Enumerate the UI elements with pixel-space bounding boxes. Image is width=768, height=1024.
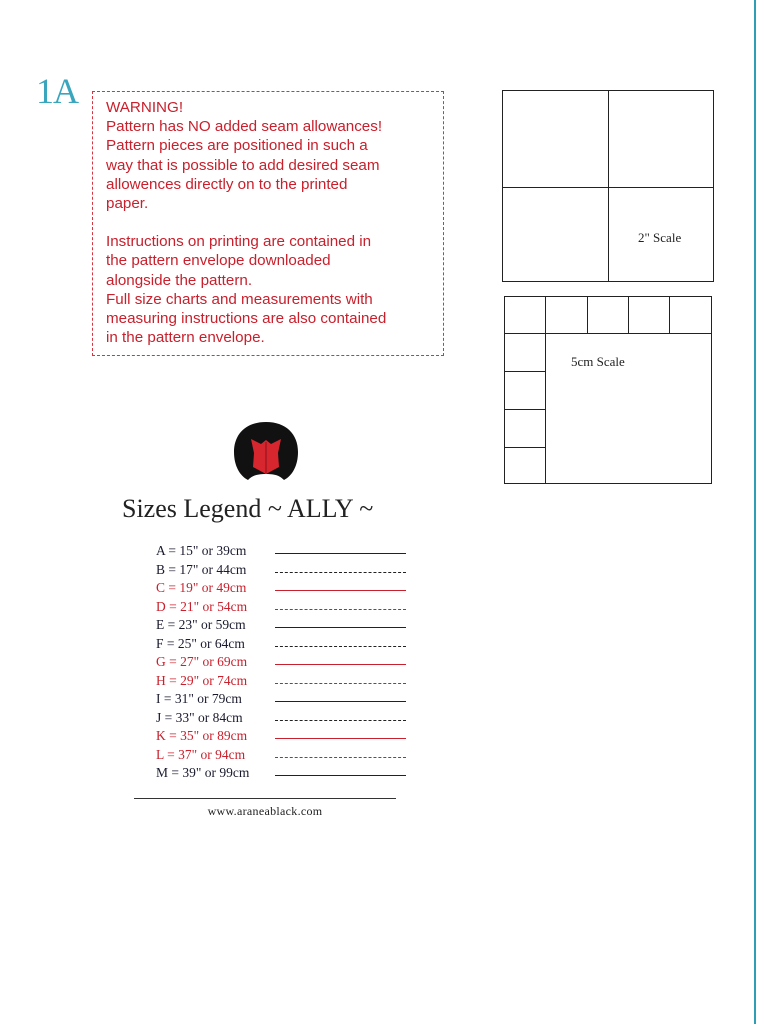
size-legend-row xyxy=(156,690,416,709)
size-label: H = 29" or 74cm xyxy=(156,672,248,688)
size-label: I = 31" or 79cm xyxy=(156,691,242,706)
size-legend-row xyxy=(156,579,416,598)
cm-scale-cell xyxy=(669,296,712,334)
size-label: B = 17" or 44cm xyxy=(156,561,247,577)
warning-paragraph-2: Instructions on printing are contained in the pattern envelope downloaded alongside the pattern. Full size charts and measurements with measuring instructions are also contained in the pattern envelope. xyxy=(106,233,387,347)
size-line-sample xyxy=(275,683,406,684)
website-url: www.araneablack.com xyxy=(207,804,323,818)
size-line-sample xyxy=(275,775,406,776)
inch-scale-divider-horizontal xyxy=(503,187,713,188)
size-legend-row xyxy=(156,635,416,654)
page-id: 1A xyxy=(36,71,78,111)
size-legend-row xyxy=(156,616,416,635)
cm-scale-cell xyxy=(504,296,546,334)
size-line-sample xyxy=(275,757,406,758)
corset-logo-icon xyxy=(234,420,298,482)
size-label: C = 19" or 49cm xyxy=(156,580,247,595)
size-line-sample xyxy=(275,609,406,610)
cm-scale-cell xyxy=(545,296,588,334)
cm-scale-box xyxy=(504,296,712,484)
size-legend-row xyxy=(156,561,416,580)
size-legend-row xyxy=(156,764,416,783)
cm-scale-cell xyxy=(587,296,629,334)
cm-scale-cell xyxy=(504,371,546,410)
warning-spacer xyxy=(106,213,433,232)
cm-scale-cell xyxy=(628,296,670,334)
size-line-sample xyxy=(275,664,406,665)
inch-scale-divider-vertical xyxy=(608,91,609,281)
size-line-sample xyxy=(275,701,406,702)
cm-scale-cell xyxy=(504,333,546,372)
size-legend-row xyxy=(156,746,416,765)
cm-scale-cell xyxy=(504,447,546,484)
size-label: A = 15" or 39cm xyxy=(156,543,247,558)
warning-heading: WARNING! xyxy=(106,99,184,116)
sizes-legend-title: Sizes Legend ~ ALLY ~ xyxy=(122,494,374,523)
footer-rule xyxy=(134,798,396,799)
size-line-sample xyxy=(275,720,406,721)
cm-scale-cell xyxy=(504,409,546,448)
cm-scale-label: 5cm Scale xyxy=(571,354,625,369)
size-legend-row xyxy=(156,672,416,691)
inch-scale-label: 2" Scale xyxy=(638,230,682,245)
size-label: L = 37" or 94cm xyxy=(156,746,246,762)
size-label: G = 27" or 69cm xyxy=(156,654,248,669)
inch-scale-box xyxy=(502,90,714,282)
size-legend-row xyxy=(156,709,416,728)
size-line-sample xyxy=(275,738,406,739)
size-line-sample xyxy=(275,590,406,591)
warning-box xyxy=(92,91,444,356)
size-line-sample xyxy=(275,646,406,647)
size-line-sample xyxy=(275,553,406,554)
size-label: F = 25" or 64cm xyxy=(156,635,245,651)
warning-paragraph-1: Pattern has NO added seam allowances! Pattern pieces are positioned in such a way that is possible to add desired seam allowences directly on to the printed paper. xyxy=(106,118,383,213)
size-label: M = 39" or 99cm xyxy=(156,765,250,780)
size-label: J = 33" or 84cm xyxy=(156,709,243,725)
sizes-list xyxy=(156,542,416,783)
page-edge-line xyxy=(754,0,756,1024)
size-line-sample xyxy=(275,572,406,573)
size-label: E = 23" or 59cm xyxy=(156,617,246,632)
size-legend-row xyxy=(156,542,416,561)
size-legend-row xyxy=(156,727,416,746)
size-label: K = 35" or 89cm xyxy=(156,728,248,743)
size-legend-row xyxy=(156,598,416,617)
size-label: D = 21" or 54cm xyxy=(156,598,248,614)
size-line-sample xyxy=(275,627,406,628)
size-legend-row xyxy=(156,653,416,672)
